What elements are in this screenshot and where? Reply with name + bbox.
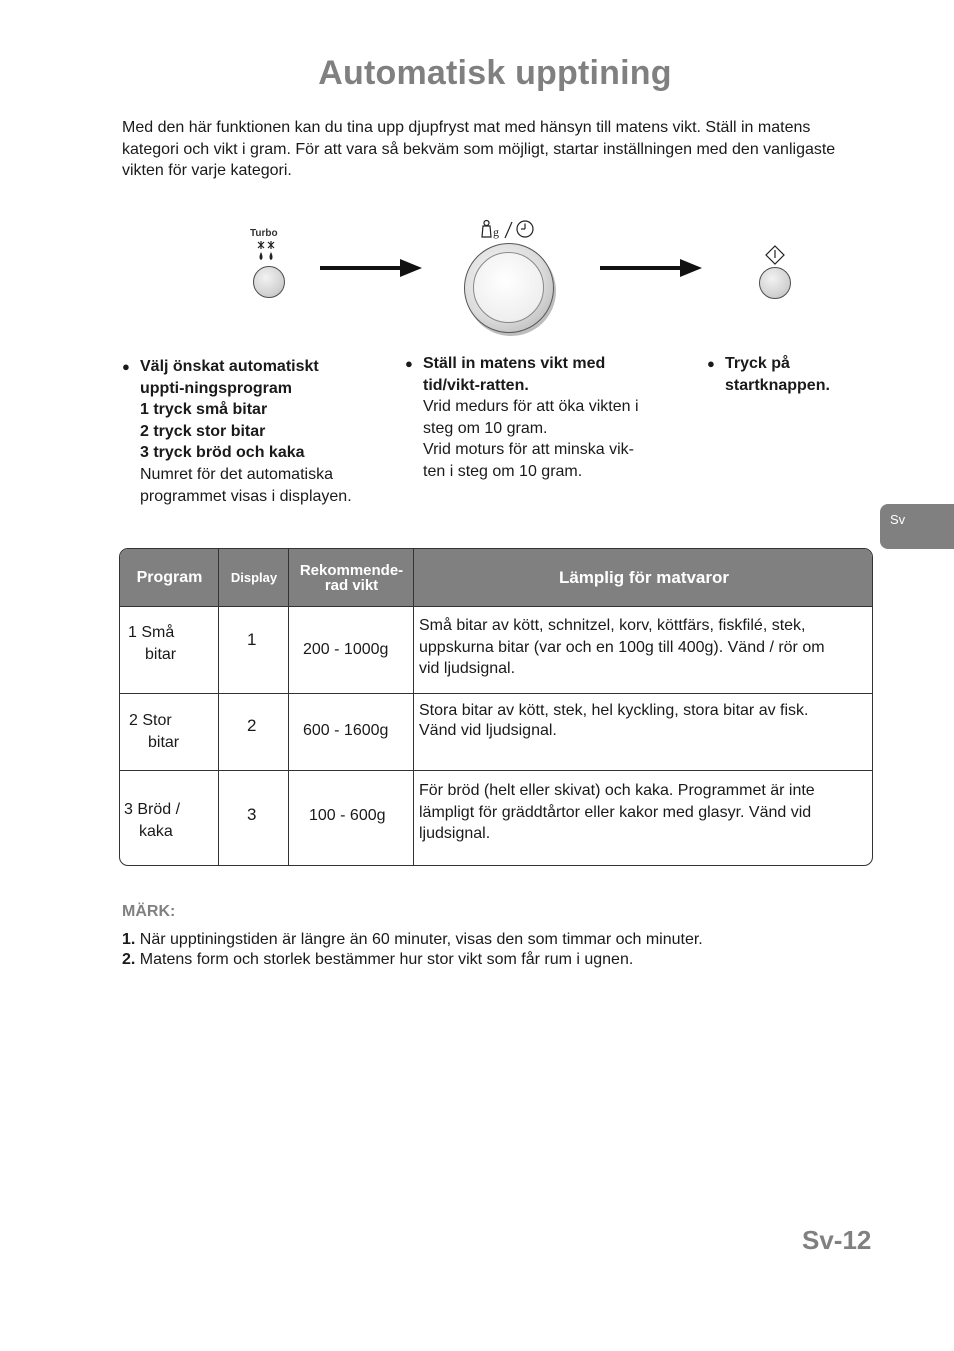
- svg-text:g: g: [493, 225, 499, 239]
- food-text: vid ljudsignal.: [419, 660, 516, 677]
- note-number: 1.: [122, 931, 136, 948]
- intro-paragraph: Med den här funktionen kan du tina upp djupfryst mat med hänsyn till matens vikt. Ställ in matens kategori och vikt i gram. För att vara så bekväm som möjligt, startar inställningen med den vanligaste vikten för varje kategori.: [122, 119, 836, 179]
- table-row: [120, 606, 872, 693]
- page-number: Sv-12: [802, 1225, 872, 1255]
- operation-diagram: [0, 205, 954, 345]
- step-text: 3 tryck bröd och kaka: [140, 444, 305, 462]
- weight-cell: 100 - 600g: [309, 807, 386, 824]
- table-header: [120, 549, 872, 607]
- note-text: Matens form och storlek bestämmer hur stor vikt som får rum i ugnen.: [139, 951, 634, 968]
- note-item: [122, 950, 703, 970]
- food-cell: [419, 780, 869, 845]
- turbo-label: Turbo: [250, 228, 278, 239]
- food-text: lämpligt för gräddtårtor eller kakor med glasyr. Vänd vid: [419, 803, 812, 821]
- arrow-right-icon: [320, 266, 402, 270]
- step-text: Tryck på: [725, 355, 790, 372]
- step-text: Välj önskat automatiskt: [140, 358, 319, 375]
- step-text: 2 tryck stor bitar: [140, 422, 266, 440]
- step-text: 1 tryck små bitar: [140, 401, 268, 419]
- note-text: När upptiningstiden är längre än 60 minuter, visas den som timmar och minuter.: [139, 931, 703, 948]
- step-text: programmet visas i displayen.: [140, 487, 352, 505]
- step-text: uppti-ningsprogram: [140, 379, 292, 397]
- food-text: För bröd (helt eller skivat) och kaka. Programmet är inte: [419, 782, 815, 799]
- display-cell: 3: [247, 805, 257, 824]
- weight-clock-icon: [480, 217, 540, 239]
- program-name: bitar: [148, 733, 180, 751]
- header-weight-line: Rekommende-: [299, 561, 404, 579]
- start-diamond-icon: [765, 245, 785, 265]
- step-text: startknappen.: [725, 376, 830, 394]
- program-name: bitar: [145, 645, 177, 663]
- food-text: Vänd vid ljudsignal.: [419, 722, 557, 739]
- notes-heading: MÄRK:: [122, 903, 176, 920]
- header-weight: [289, 549, 414, 606]
- step-text: Ställ in matens vikt med: [423, 355, 606, 372]
- program-name: 2 Stor: [129, 712, 172, 729]
- bullet-icon: ●: [122, 359, 130, 374]
- arrow-right-icon: [600, 266, 682, 270]
- food-cell: [419, 701, 869, 741]
- program-cell: [129, 710, 179, 753]
- snowflake-drops-icon: [255, 241, 281, 263]
- food-text: uppskurna bitar (var och en 100g till 400g). Vänd / rör om: [419, 638, 825, 656]
- table-row: [120, 694, 872, 770]
- bullet-icon: ●: [707, 356, 715, 371]
- header-food: Lämplig för matvaror: [558, 567, 730, 587]
- program-cell: [128, 622, 176, 665]
- start-button[interactable]: [759, 267, 791, 299]
- step-text: Numret för det automatiska: [140, 465, 333, 483]
- language-tab: Sv: [880, 504, 954, 549]
- program-cell: [124, 799, 180, 842]
- time-weight-dial[interactable]: [464, 243, 554, 333]
- program-table: [119, 548, 873, 866]
- header-display: Display: [230, 570, 278, 585]
- bullet-icon: ●: [405, 356, 413, 371]
- food-cell: [419, 615, 869, 680]
- header-weight-line: rad vikt: [324, 576, 379, 594]
- program-name: 3 Bröd /: [124, 801, 181, 818]
- step-text: steg om 10 gram.: [423, 419, 548, 437]
- notes-list: [122, 930, 703, 970]
- program-name: kaka: [139, 822, 173, 840]
- defrost-button[interactable]: [253, 266, 285, 298]
- header-program: Program: [136, 568, 203, 586]
- page-title: Automatisk upptining: [318, 54, 672, 92]
- food-text: Små bitar av kött, schnitzel, korv, köttfärs, fiskfilé, stek,: [419, 617, 806, 634]
- note-number: 2.: [122, 951, 136, 968]
- food-text: ljudsignal.: [419, 825, 491, 842]
- weight-cell: 600 - 1600g: [303, 722, 389, 739]
- step-text: Vrid moturs för att minska vik-: [423, 441, 635, 459]
- food-text: Stora bitar av kött, stek, hel kyckling, stora bitar av fisk.: [419, 702, 809, 719]
- note-item: [122, 930, 703, 950]
- program-name: 1 Små: [128, 624, 175, 641]
- step-text: ten i steg om 10 gram.: [423, 462, 583, 480]
- dial-knob[interactable]: [473, 252, 544, 323]
- display-cell: 2: [247, 716, 257, 735]
- table-row: [120, 771, 872, 866]
- step-text: Vrid medurs för att öka vikten i: [423, 398, 639, 416]
- weight-cell: 200 - 1000g: [303, 641, 389, 658]
- display-cell: 1: [247, 630, 257, 649]
- step-text: tid/vikt-ratten.: [423, 376, 529, 394]
